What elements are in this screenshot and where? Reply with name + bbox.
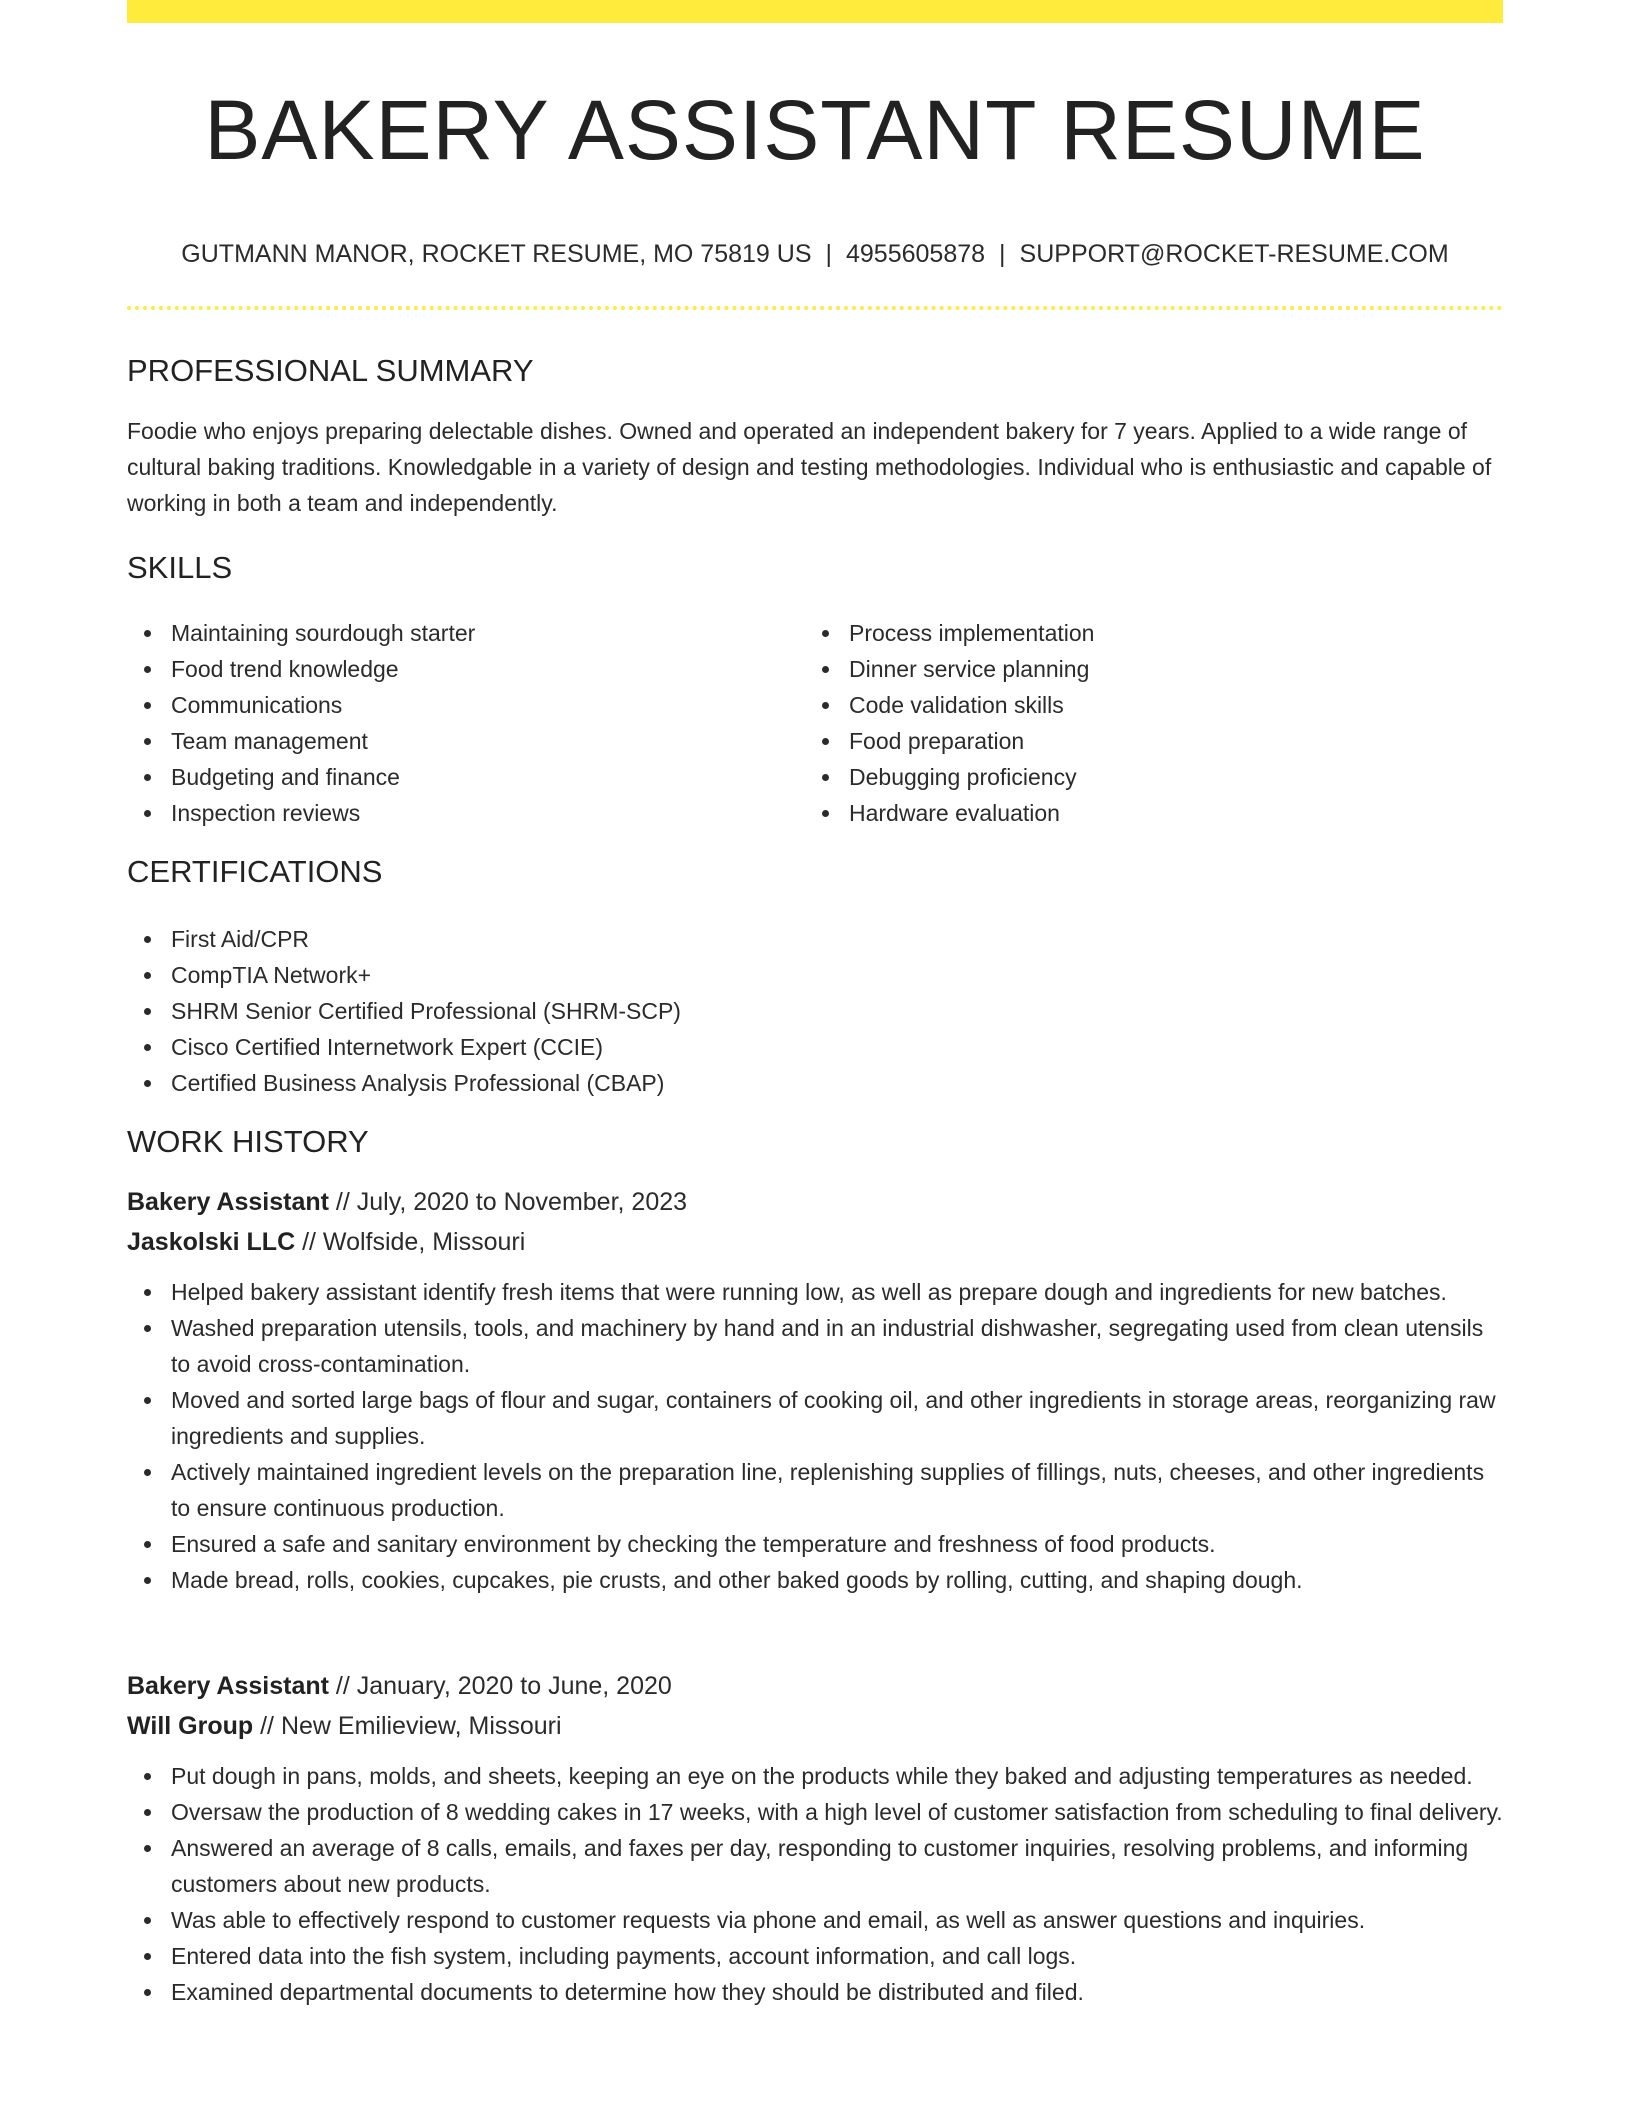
job-duty-item: Oversaw the production of 8 wedding cakes in 17 weeks, with a high level of customer satisfaction from scheduling to final delivery. xyxy=(127,1794,1503,1830)
certification-item: SHRM Senior Certified Professional (SHRM-SCP) xyxy=(127,993,1503,1029)
skill-item: Dinner service planning xyxy=(805,651,1483,687)
skills-heading: SKILLS xyxy=(127,550,233,585)
work-history-heading: WORK HISTORY xyxy=(127,1124,369,1159)
summary-text: Foodie who enjoys preparing delectable dishes. Owned and operated an independent bakery for 7 years. Applied to a wide range of cultural baking traditions. Knowledgable in a variety of design and testing methodologies. Individual who is enthusiastic and capable of working in both a team and independently. xyxy=(127,418,1492,516)
skill-item: Code validation skills xyxy=(805,687,1483,723)
skill-item: Communications xyxy=(127,687,805,723)
job-entry xyxy=(127,1182,1503,1598)
certification-item: Cisco Certified Internetwork Expert (CCIE) xyxy=(127,1029,1503,1065)
job-location: // Wolfside, Missouri xyxy=(295,1228,526,1256)
job-location: // New Emilieview, Missouri xyxy=(253,1712,562,1740)
contact-address: GUTMANN MANOR, ROCKET RESUME, MO 75819 US xyxy=(181,240,812,268)
page-title: BAKERY ASSISTANT RESUME xyxy=(204,83,1426,177)
job-duty-item: Entered data into the fish system, including payments, account information, and call logs. xyxy=(127,1938,1503,1974)
skill-item: Food preparation xyxy=(805,723,1483,759)
job-duty-item: Was able to effectively respond to customer requests via phone and email, as well as answer questions and inquiries. xyxy=(127,1902,1503,1938)
skill-item: Maintaining sourdough starter xyxy=(127,615,805,651)
job-company: Will Group xyxy=(127,1712,254,1740)
skill-item: Debugging proficiency xyxy=(805,759,1483,795)
certifications-section xyxy=(127,921,1503,1101)
job-duty-item: Ensured a safe and sanitary environment by checking the temperature and freshness of food products. xyxy=(127,1526,1503,1562)
job-dates: // January, 2020 to June, 2020 xyxy=(328,1672,672,1700)
job-company-line xyxy=(127,1222,1503,1262)
header-divider xyxy=(127,306,1503,310)
contact-separator: | xyxy=(825,240,832,268)
skill-item: Budgeting and finance xyxy=(127,759,805,795)
skill-item: Process implementation xyxy=(805,615,1483,651)
job-title-line xyxy=(127,1666,1503,1706)
skills-list-left xyxy=(127,615,805,831)
certifications-list xyxy=(127,921,1503,1101)
job-duties-list xyxy=(127,1274,1503,1598)
contact-phone[interactable]: 4955605878 xyxy=(846,240,986,268)
certification-item: CompTIA Network+ xyxy=(127,957,1503,993)
job-duties-list xyxy=(127,1758,1503,2010)
certification-item: First Aid/CPR xyxy=(127,921,1503,957)
job-company-line xyxy=(127,1706,1503,1746)
job-company: Jaskolski LLC xyxy=(127,1228,296,1256)
job-duty-item: Actively maintained ingredient levels on the preparation line, replenishing supplies of fillings, nuts, cheeses, and other ingredients to ensure continuous production. xyxy=(127,1454,1503,1526)
job-duty-item: Examined departmental documents to determine how they should be distributed and filed. xyxy=(127,1974,1503,2010)
skills-column-right xyxy=(805,615,1483,831)
job-title: Bakery Assistant xyxy=(127,1188,329,1216)
job-entry xyxy=(127,1666,1503,2010)
job-title: Bakery Assistant xyxy=(127,1672,329,1700)
job-duty-item: Helped bakery assistant identify fresh items that were running low, as well as prepare dough and ingredients for new batches. xyxy=(127,1274,1503,1310)
skills-list-right xyxy=(805,615,1483,831)
certification-item: Certified Business Analysis Professional (CBAP) xyxy=(127,1065,1503,1101)
skill-item: Team management xyxy=(127,723,805,759)
skill-item: Food trend knowledge xyxy=(127,651,805,687)
skills-columns xyxy=(127,615,1503,831)
job-duty-item: Answered an average of 8 calls, emails, and faxes per day, responding to customer inquiries, resolving problems, and informing customers about new products. xyxy=(127,1830,1503,1902)
certifications-heading: CERTIFICATIONS xyxy=(127,854,383,889)
skill-item: Hardware evaluation xyxy=(805,795,1483,831)
skill-item: Inspection reviews xyxy=(127,795,805,831)
job-duty-item: Put dough in pans, molds, and sheets, keeping an eye on the products while they baked and adjusting temperatures as needed. xyxy=(127,1758,1503,1794)
job-dates: // July, 2020 to November, 2023 xyxy=(328,1188,688,1216)
contact-email[interactable]: SUPPORT@ROCKET-RESUME.COM xyxy=(1019,240,1449,268)
job-title-line xyxy=(127,1182,1503,1222)
job-duty-item: Made bread, rolls, cookies, cupcakes, pie crusts, and other baked goods by rolling, cutting, and shaping dough. xyxy=(127,1562,1503,1598)
summary-heading: PROFESSIONAL SUMMARY xyxy=(127,353,534,388)
job-duty-item: Washed preparation utensils, tools, and machinery by hand and in an industrial dishwasher, segregating used from clean utensils to avoid cross-contamination. xyxy=(127,1310,1503,1382)
accent-top-bar xyxy=(127,0,1503,23)
contact-separator: | xyxy=(999,240,1006,268)
skills-column-left xyxy=(127,615,805,831)
job-duty-item: Moved and sorted large bags of flour and sugar, containers of cooking oil, and other ingredients in storage areas, reorganizing raw ingredients and supplies. xyxy=(127,1382,1503,1454)
contact-line xyxy=(127,236,1503,272)
